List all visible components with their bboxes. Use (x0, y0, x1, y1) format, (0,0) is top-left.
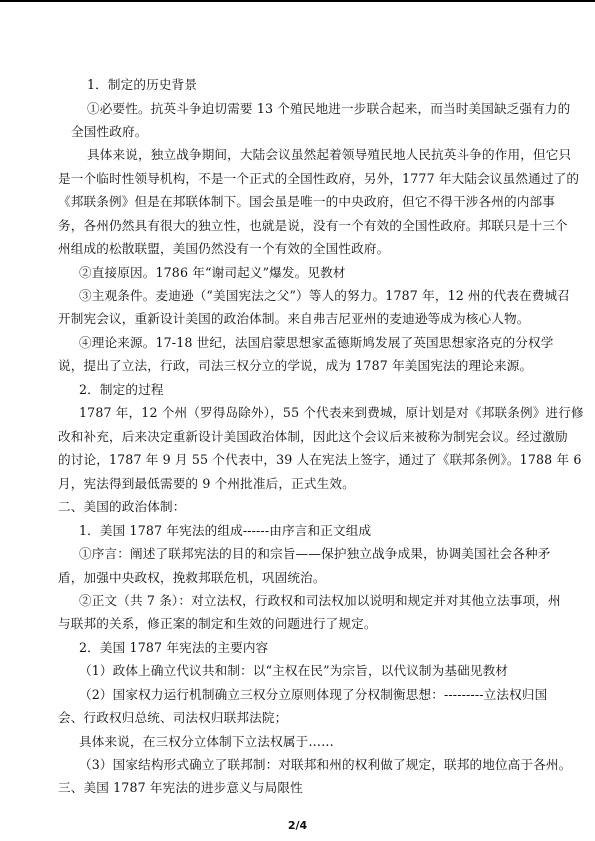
paragraph-line: 1787 年，12 个州（罗得岛除外），55 个代表来到费城，原计划是对《邦联条例》进行修 (79, 405, 584, 420)
paragraph-line: ③主观条件。麦迪逊（“美国宪法之父”）等人的努力。1787 年，12 州的代表在费城召 (79, 288, 571, 303)
paragraph-line: ④理论来源。17-18 世纪，法国启蒙思想家孟德斯鸠发展了英国思想家洛克的分权学 (79, 335, 554, 350)
paragraph-line: 全国性政府。 (71, 124, 148, 139)
paragraph-line: （2）国家权力运行机制确立三权分立原则体现了分权制衡思想：---------立法权归国 (79, 687, 548, 702)
heading-composition: 1．美国 1787 年宪法的组成------由序言和正文组成 (79, 523, 372, 538)
heading-background: 1．制定的历史背景 (87, 77, 198, 92)
paragraph-line: ①序言：阐述了联邦宪法的目的和宗旨——保护独立战争成果，协调美国社会各种矛 (79, 546, 551, 561)
paragraph-line: 的讨论，1787 年 9 月 55 个代表中，39 人在宪法上签字，通过了《联邦条例》。1788 年 6 (58, 452, 582, 467)
paragraph-line: ②正文（共 7 条）：对立法权，行政权和司法权加以说明和规定并对其他立法事项，州 (79, 593, 561, 608)
paragraph-line: 会、行政权归总统、司法权归联邦法院； (58, 710, 288, 725)
paragraph-line: 开制宪会议，重新设计美国的政治体制。来自弗吉尼亚州的麦迪逊等成为核心人物。 (58, 311, 530, 326)
paragraph-line: 具体来说，在三权分立体制下立法权属于…… (79, 734, 334, 749)
paragraph-line: 是一个临时性领导机构，不是一个正式的全国性政府，另外，1777 年大陆会议虽然通过了的 (58, 171, 580, 186)
paragraph-line: 与联邦的关系，修正案的制定和生效的问题进行了规定。 (58, 616, 377, 631)
paragraph-line: ①必要性。抗英斗争迫切需要 13 个殖民地进一步联合起来，而当时美国缺乏强有力的 (87, 101, 571, 116)
paragraph-line: ②直接原因。1786 年“谢司起义”爆发。见教材 (79, 265, 346, 280)
paragraph-line: 《邦联条例》但是在邦联体制下。国会虽是唯一的中央政府，但它不得干涉各州的内部事 (58, 194, 556, 209)
paragraph-line: 改和补充，后来决定重新设计美国政治体制，因此这个会议后来被称为制宪会议。经过激励 (58, 429, 568, 444)
heading-main-content: 2．美国 1787 年宪法的主要内容 (79, 640, 269, 655)
paragraph-line: （1）政体上确立代议共和制：以“主权在民”为宗旨，以代议制为基础见教材 (79, 663, 509, 678)
paragraph-line: 具体来说，独立战争期间，大陆会议虽然起着领导殖民地人民抗英斗争的作用，但它只 (87, 147, 572, 162)
paragraph-line: 州组成的松散联盟，美国仍然没有一个有效的全国性政府。 (58, 241, 390, 256)
paragraph-line: 说，提出了立法，行政，司法三权分立的学说，成为 1787 年美国宪法的理论来源。 (58, 358, 533, 373)
page-number: 2/4 (287, 819, 308, 832)
heading-process: 2．制定的过程 (79, 382, 164, 397)
section-heading: 二、美国的政治体制： (58, 499, 186, 514)
paragraph-line: （3）国家结构形式确立了联邦制：对联邦和州的权利做了规定，联邦的地位高于各州。 (79, 757, 572, 772)
paragraph-line: 盾，加强中央政权，挽救邦联危机，巩固统治。 (58, 570, 326, 585)
paragraph-line: 务，各州仍然具有很大的独立性，也就是说，没有一个有效的全国性政府。邦联只是十三个 (58, 218, 568, 233)
header-rule (0, 0, 595, 2)
paragraph-line: 月，宪法得到最低需要的 9 个州批准后，正式生效。 (58, 476, 355, 491)
section-heading: 三、美国 1787 年宪法的进步意义与局限性 (58, 780, 303, 795)
